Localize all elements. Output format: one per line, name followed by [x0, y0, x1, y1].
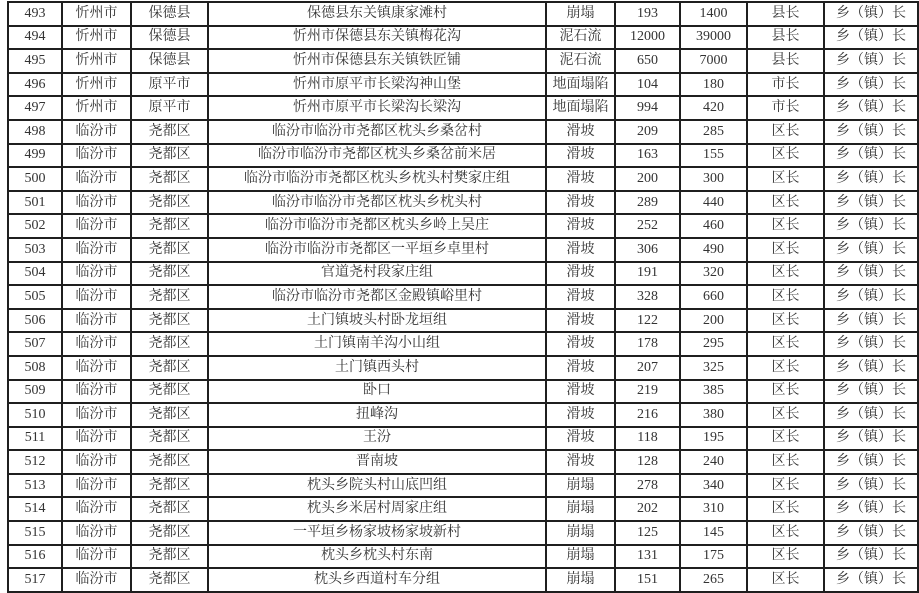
- cell-num1: 252: [615, 214, 680, 238]
- table-row: [8, 285, 918, 309]
- cell-num1: 178: [615, 332, 680, 356]
- cell-num2: 420: [680, 96, 747, 120]
- cell-num2: 200: [680, 309, 747, 333]
- cell-num2: 660: [680, 285, 747, 309]
- cell-town-leader: 乡（镇）长: [824, 450, 918, 474]
- cell-city: 临汾市: [62, 262, 131, 286]
- cell-leader: 区长: [747, 285, 824, 309]
- cell-num2: 490: [680, 238, 747, 262]
- cell-city: 临汾市: [62, 521, 131, 545]
- cell-city: 临汾市: [62, 497, 131, 521]
- cell-location: 官道尧村段家庄组: [208, 262, 546, 286]
- table-row: [8, 497, 918, 521]
- cell-num2: 180: [680, 73, 747, 97]
- table-row: [8, 73, 918, 97]
- cell-leader: 区长: [747, 568, 824, 592]
- cell-num2: 295: [680, 332, 747, 356]
- cell-city: 临汾市: [62, 427, 131, 451]
- table-row: [8, 380, 918, 404]
- table-row: [8, 450, 918, 474]
- table-row: [8, 96, 918, 120]
- cell-leader: 县长: [747, 2, 824, 26]
- cell-district: 尧都区: [131, 474, 208, 498]
- table-row: [8, 262, 918, 286]
- cell-seq: 494: [8, 26, 62, 50]
- cell-seq: 504: [8, 262, 62, 286]
- cell-num2: 195: [680, 427, 747, 451]
- cell-num1: 12000: [615, 26, 680, 50]
- cell-city: 临汾市: [62, 568, 131, 592]
- cell-town-leader: 乡（镇）长: [824, 427, 918, 451]
- cell-district: 原平市: [131, 73, 208, 97]
- cell-type: 地面塌陷: [546, 96, 615, 120]
- cell-seq: 512: [8, 450, 62, 474]
- cell-town-leader: 乡（镇）长: [824, 191, 918, 215]
- cell-location: 扭峰沟: [208, 403, 546, 427]
- cell-location: 王汾: [208, 427, 546, 451]
- cell-type: 崩塌: [546, 497, 615, 521]
- cell-city: 临汾市: [62, 167, 131, 191]
- cell-leader: 区长: [747, 309, 824, 333]
- cell-location: 一平垣乡杨家坡杨家坡新村: [208, 521, 546, 545]
- cell-location: 忻州市保德县东关镇铁匠铺: [208, 49, 546, 73]
- cell-seq: 515: [8, 521, 62, 545]
- cell-leader: 区长: [747, 545, 824, 569]
- cell-district: 尧都区: [131, 427, 208, 451]
- cell-leader: 区长: [747, 497, 824, 521]
- cell-leader: 区长: [747, 238, 824, 262]
- cell-type: 滑坡: [546, 120, 615, 144]
- cell-town-leader: 乡（镇）长: [824, 309, 918, 333]
- cell-num1: 163: [615, 144, 680, 168]
- cell-city: 临汾市: [62, 474, 131, 498]
- table-row: [8, 427, 918, 451]
- cell-type: 滑坡: [546, 332, 615, 356]
- cell-num1: 122: [615, 309, 680, 333]
- cell-num1: 200: [615, 167, 680, 191]
- cell-seq: 513: [8, 474, 62, 498]
- cell-district: 尧都区: [131, 380, 208, 404]
- cell-town-leader: 乡（镇）长: [824, 403, 918, 427]
- cell-district: 原平市: [131, 96, 208, 120]
- cell-location: 忻州市原平市长梁沟神山堡: [208, 73, 546, 97]
- cell-town-leader: 乡（镇）长: [824, 545, 918, 569]
- cell-num2: 325: [680, 356, 747, 380]
- table-row: [8, 568, 918, 592]
- cell-type: 滑坡: [546, 309, 615, 333]
- cell-leader: 区长: [747, 144, 824, 168]
- cell-district: 尧都区: [131, 356, 208, 380]
- cell-city: 临汾市: [62, 144, 131, 168]
- cell-district: 尧都区: [131, 167, 208, 191]
- cell-location: 临汾市临汾市尧都区枕头乡桑岔村: [208, 120, 546, 144]
- cell-city: 临汾市: [62, 450, 131, 474]
- table-row: [8, 2, 918, 26]
- table-row: [8, 521, 918, 545]
- cell-location: 保德县东关镇康家滩村: [208, 2, 546, 26]
- cell-town-leader: 乡（镇）长: [824, 73, 918, 97]
- cell-num1: 289: [615, 191, 680, 215]
- cell-num2: 7000: [680, 49, 747, 73]
- cell-num2: 340: [680, 474, 747, 498]
- cell-num2: 285: [680, 120, 747, 144]
- cell-district: 保德县: [131, 26, 208, 50]
- cell-num2: 240: [680, 450, 747, 474]
- cell-seq: 503: [8, 238, 62, 262]
- cell-location: 土门镇坡头村卧龙垣组: [208, 309, 546, 333]
- cell-num1: 207: [615, 356, 680, 380]
- cell-type: 崩塌: [546, 2, 615, 26]
- cell-town-leader: 乡（镇）长: [824, 380, 918, 404]
- cell-town-leader: 乡（镇）长: [824, 238, 918, 262]
- cell-city: 临汾市: [62, 356, 131, 380]
- cell-type: 崩塌: [546, 545, 615, 569]
- cell-leader: 区长: [747, 450, 824, 474]
- cell-type: 滑坡: [546, 380, 615, 404]
- cell-seq: 499: [8, 144, 62, 168]
- cell-seq: 500: [8, 167, 62, 191]
- cell-town-leader: 乡（镇）长: [824, 2, 918, 26]
- cell-seq: 514: [8, 497, 62, 521]
- table-row: [8, 191, 918, 215]
- cell-seq: 516: [8, 545, 62, 569]
- cell-city: 临汾市: [62, 285, 131, 309]
- cell-num2: 300: [680, 167, 747, 191]
- cell-town-leader: 乡（镇）长: [824, 521, 918, 545]
- cell-leader: 区长: [747, 214, 824, 238]
- cell-town-leader: 乡（镇）长: [824, 214, 918, 238]
- cell-location: 临汾市临汾市尧都区枕头乡桑岔前米居: [208, 144, 546, 168]
- cell-type: 滑坡: [546, 450, 615, 474]
- cell-district: 尧都区: [131, 332, 208, 356]
- cell-type: 滑坡: [546, 214, 615, 238]
- cell-city: 忻州市: [62, 2, 131, 26]
- cell-location: 卧口: [208, 380, 546, 404]
- cell-town-leader: 乡（镇）长: [824, 474, 918, 498]
- cell-city: 临汾市: [62, 545, 131, 569]
- cell-type: 泥石流: [546, 26, 615, 50]
- cell-location: 临汾市临汾市尧都区一平垣乡卓里村: [208, 238, 546, 262]
- cell-city: 忻州市: [62, 49, 131, 73]
- cell-location: 枕头乡西道村车分组: [208, 568, 546, 592]
- cell-seq: 505: [8, 285, 62, 309]
- cell-location: 晋南坡: [208, 450, 546, 474]
- cell-town-leader: 乡（镇）长: [824, 356, 918, 380]
- cell-town-leader: 乡（镇）长: [824, 26, 918, 50]
- cell-town-leader: 乡（镇）长: [824, 285, 918, 309]
- cell-type: 地面塌陷: [546, 73, 615, 97]
- cell-location: 临汾市临汾市尧都区枕头乡岭上吴庄: [208, 214, 546, 238]
- cell-town-leader: 乡（镇）长: [824, 167, 918, 191]
- disaster-point-table: [7, 1, 919, 593]
- cell-leader: 区长: [747, 356, 824, 380]
- cell-leader: 区长: [747, 120, 824, 144]
- cell-num2: 380: [680, 403, 747, 427]
- table-row: [8, 120, 918, 144]
- cell-location: 枕头乡枕头村东南: [208, 545, 546, 569]
- table-row: [8, 309, 918, 333]
- cell-type: 崩塌: [546, 568, 615, 592]
- cell-leader: 区长: [747, 403, 824, 427]
- cell-district: 保德县: [131, 2, 208, 26]
- cell-town-leader: 乡（镇）长: [824, 497, 918, 521]
- cell-leader: 区长: [747, 167, 824, 191]
- cell-leader: 区长: [747, 262, 824, 286]
- cell-leader: 县长: [747, 26, 824, 50]
- table-row: [8, 356, 918, 380]
- cell-seq: 508: [8, 356, 62, 380]
- cell-num1: 650: [615, 49, 680, 73]
- cell-location: 忻州市原平市长梁沟长梁沟: [208, 96, 546, 120]
- cell-seq: 498: [8, 120, 62, 144]
- cell-district: 尧都区: [131, 568, 208, 592]
- cell-seq: 501: [8, 191, 62, 215]
- cell-seq: 496: [8, 73, 62, 97]
- cell-city: 忻州市: [62, 73, 131, 97]
- cell-seq: 507: [8, 332, 62, 356]
- cell-city: 临汾市: [62, 214, 131, 238]
- cell-location: 枕头乡院头村山底凹组: [208, 474, 546, 498]
- cell-town-leader: 乡（镇）长: [824, 49, 918, 73]
- cell-district: 尧都区: [131, 450, 208, 474]
- cell-district: 尧都区: [131, 309, 208, 333]
- cell-leader: 县长: [747, 49, 824, 73]
- cell-district: 尧都区: [131, 521, 208, 545]
- cell-leader: 区长: [747, 474, 824, 498]
- cell-town-leader: 乡（镇）长: [824, 262, 918, 286]
- table-row: [8, 49, 918, 73]
- cell-district: 尧都区: [131, 262, 208, 286]
- cell-num1: 191: [615, 262, 680, 286]
- cell-district: 保德县: [131, 49, 208, 73]
- cell-type: 滑坡: [546, 238, 615, 262]
- cell-type: 滑坡: [546, 262, 615, 286]
- cell-district: 尧都区: [131, 545, 208, 569]
- cell-city: 临汾市: [62, 120, 131, 144]
- cell-num2: 1400: [680, 2, 747, 26]
- cell-num2: 385: [680, 380, 747, 404]
- cell-city: 忻州市: [62, 26, 131, 50]
- cell-town-leader: 乡（镇）长: [824, 332, 918, 356]
- table-body: [8, 2, 918, 592]
- cell-city: 临汾市: [62, 309, 131, 333]
- cell-num2: 39000: [680, 26, 747, 50]
- cell-num2: 265: [680, 568, 747, 592]
- cell-leader: 市长: [747, 96, 824, 120]
- cell-city: 临汾市: [62, 332, 131, 356]
- cell-leader: 区长: [747, 332, 824, 356]
- table-row: [8, 167, 918, 191]
- cell-seq: 509: [8, 380, 62, 404]
- cell-num1: 151: [615, 568, 680, 592]
- cell-type: 崩塌: [546, 474, 615, 498]
- cell-num1: 131: [615, 545, 680, 569]
- cell-num1: 125: [615, 521, 680, 545]
- cell-type: 崩塌: [546, 521, 615, 545]
- cell-town-leader: 乡（镇）长: [824, 568, 918, 592]
- cell-num1: 128: [615, 450, 680, 474]
- cell-num2: 460: [680, 214, 747, 238]
- cell-seq: 493: [8, 2, 62, 26]
- cell-type: 滑坡: [546, 403, 615, 427]
- cell-district: 尧都区: [131, 120, 208, 144]
- cell-location: 临汾市临汾市尧都区枕头乡枕头村樊家庄组: [208, 167, 546, 191]
- table-row: [8, 214, 918, 238]
- cell-city: 临汾市: [62, 403, 131, 427]
- cell-num1: 216: [615, 403, 680, 427]
- cell-seq: 497: [8, 96, 62, 120]
- cell-seq: 502: [8, 214, 62, 238]
- table-row: [8, 144, 918, 168]
- cell-leader: 区长: [747, 191, 824, 215]
- table-row: [8, 238, 918, 262]
- cell-location: 忻州市保德县东关镇梅花沟: [208, 26, 546, 50]
- cell-type: 滑坡: [546, 191, 615, 215]
- table-row: [8, 474, 918, 498]
- cell-num1: 278: [615, 474, 680, 498]
- cell-city: 临汾市: [62, 380, 131, 404]
- cell-district: 尧都区: [131, 144, 208, 168]
- cell-num2: 175: [680, 545, 747, 569]
- cell-location: 土门镇西头村: [208, 356, 546, 380]
- cell-type: 泥石流: [546, 49, 615, 73]
- cell-num1: 994: [615, 96, 680, 120]
- cell-district: 尧都区: [131, 285, 208, 309]
- cell-type: 滑坡: [546, 167, 615, 191]
- cell-city: 忻州市: [62, 96, 131, 120]
- cell-num1: 202: [615, 497, 680, 521]
- cell-seq: 517: [8, 568, 62, 592]
- table-row: [8, 545, 918, 569]
- cell-seq: 495: [8, 49, 62, 73]
- table-row: [8, 332, 918, 356]
- cell-num2: 145: [680, 521, 747, 545]
- table-row: [8, 403, 918, 427]
- cell-type: 滑坡: [546, 356, 615, 380]
- cell-district: 尧都区: [131, 238, 208, 262]
- cell-city: 临汾市: [62, 191, 131, 215]
- cell-num1: 193: [615, 2, 680, 26]
- cell-leader: 市长: [747, 73, 824, 97]
- cell-type: 滑坡: [546, 144, 615, 168]
- cell-city: 临汾市: [62, 238, 131, 262]
- cell-seq: 511: [8, 427, 62, 451]
- cell-seq: 510: [8, 403, 62, 427]
- cell-num2: 310: [680, 497, 747, 521]
- cell-seq: 506: [8, 309, 62, 333]
- table-row: [8, 26, 918, 50]
- cell-town-leader: 乡（镇）长: [824, 120, 918, 144]
- cell-district: 尧都区: [131, 214, 208, 238]
- cell-num2: 320: [680, 262, 747, 286]
- cell-num1: 219: [615, 380, 680, 404]
- cell-district: 尧都区: [131, 191, 208, 215]
- cell-town-leader: 乡（镇）长: [824, 144, 918, 168]
- cell-district: 尧都区: [131, 403, 208, 427]
- cell-num1: 328: [615, 285, 680, 309]
- cell-location: 土门镇南羊沟小山组: [208, 332, 546, 356]
- cell-leader: 区长: [747, 380, 824, 404]
- document-table-viewport: [7, 1, 909, 588]
- cell-num1: 306: [615, 238, 680, 262]
- cell-leader: 区长: [747, 427, 824, 451]
- cell-num1: 104: [615, 73, 680, 97]
- cell-location: 临汾市临汾市尧都区金殿镇峪里村: [208, 285, 546, 309]
- cell-location: 枕头乡米居村周家庄组: [208, 497, 546, 521]
- cell-leader: 区长: [747, 521, 824, 545]
- cell-district: 尧都区: [131, 497, 208, 521]
- cell-num2: 155: [680, 144, 747, 168]
- cell-type: 滑坡: [546, 285, 615, 309]
- cell-location: 临汾市临汾市尧都区枕头乡枕头村: [208, 191, 546, 215]
- cell-num1: 118: [615, 427, 680, 451]
- cell-type: 滑坡: [546, 427, 615, 451]
- cell-num2: 440: [680, 191, 747, 215]
- cell-num1: 209: [615, 120, 680, 144]
- cell-town-leader: 乡（镇）长: [824, 96, 918, 120]
